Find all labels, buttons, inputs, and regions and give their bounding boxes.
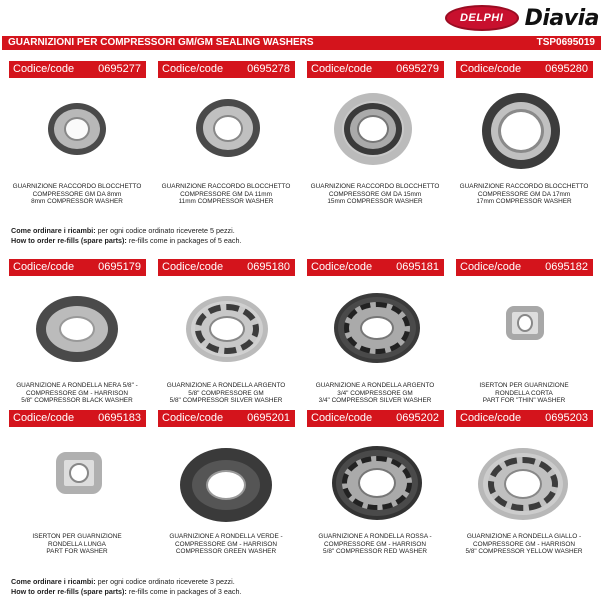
product-header — [307, 259, 444, 276]
product-header — [158, 259, 295, 276]
product-code: 0695277 — [98, 63, 141, 75]
product-header — [158, 61, 295, 78]
code-label: Codice/code — [460, 63, 522, 75]
product-code: 0695180 — [247, 261, 290, 273]
product-caption: GUARNIZIONE A RONDELLA GIALLO - COMPRESSORE GM - HARRISON 5/8" COMPRESSOR YELLOW WASHER — [465, 533, 583, 556]
product-caption: GUARNIZIONE A RONDELLA ARGENTO 5/8" COMPRESSORE GM 5/8" COMPRESSOR SILVER WASHER — [166, 382, 286, 405]
diavia-logo: Diavia — [524, 5, 599, 31]
product-caption: GUARNIZIONE RACCORDO BLOCCHETTO COMPRESSORE GM DA 11mm 11mm COMPRESSOR WASHER — [161, 183, 291, 206]
product-header — [9, 61, 146, 78]
product-code: 0695182 — [545, 261, 588, 273]
code-label: Codice/code — [162, 412, 224, 424]
code-label: Codice/code — [460, 412, 522, 424]
product-code: 0695278 — [247, 63, 290, 75]
product-header — [456, 259, 593, 276]
product-caption: ISERTON PER GUARNIZIONE RONDELLA LUNGA PART FOR WASHER — [32, 533, 122, 556]
product-code: 0695179 — [98, 261, 141, 273]
code-label: Codice/code — [162, 63, 224, 75]
product-header — [9, 410, 146, 427]
product-caption: GUARNIZIONE RACCORDO BLOCCHETTO COMPRESSORE GM DA 15mm 15mm COMPRESSOR WASHER — [310, 183, 440, 206]
product-code: 0695203 — [545, 412, 588, 424]
product-header — [307, 61, 444, 78]
product-caption: GUARNIZIONE A RONDELLA VERDE - COMPRESSORE GM - HARRISON COMPRESSOR GREEN WASHER — [169, 533, 283, 556]
page-title: GUARNIZIONI PER COMPRESSORI GM/GM SEALING WASHERS — [8, 37, 314, 48]
code-label: Codice/code — [311, 63, 373, 75]
code-label: Codice/code — [13, 63, 75, 75]
product-header — [9, 259, 146, 276]
product-code: 0695181 — [396, 261, 439, 273]
product-code: 0695201 — [247, 412, 290, 424]
code-label: Codice/code — [311, 261, 373, 273]
product-header — [456, 61, 593, 78]
product-code: 0695279 — [396, 63, 439, 75]
product-caption: GUARNIZIONE RACCORDO BLOCCHETTO COMPRESSORE GM DA 17mm 17mm COMPRESSOR WASHER — [459, 183, 589, 206]
product-header — [307, 410, 444, 427]
code-label: Codice/code — [13, 261, 75, 273]
delphi-logo: DELPHI — [445, 5, 519, 31]
code-label: Codice/code — [460, 261, 522, 273]
code-label: Codice/code — [13, 412, 75, 424]
order-note: Come ordinare i ricambi: per ogni codice ordinato riceverete 3 pezzi. How to order re-fills (spare parts): re-fills come in packages of 3 each. — [11, 577, 242, 596]
product-code: 0695202 — [396, 412, 439, 424]
product-header — [456, 410, 593, 427]
code-label: Codice/code — [162, 261, 224, 273]
product-caption: ISERTON PER GUARNIZIONE RONDELLA CORTA PART FOR "THIN" WASHER — [479, 382, 569, 405]
product-header — [158, 410, 295, 427]
product-caption: GUARNIZIONE A RONDELLA ROSSA - COMPRESSORE GM - HARRISON 5/8" COMPRESSOR RED WASHER — [318, 533, 432, 556]
product-caption: GUARNIZIONE RACCORDO BLOCCHETTO COMPRESSORE GM DA 8mm 8mm COMPRESSOR WASHER — [12, 183, 142, 206]
product-caption: GUARNIZIONE A RONDELLA ARGENTO 3/4" COMPRESSORE GM 3/4" COMPRESSOR SILVER WASHER — [315, 382, 435, 405]
catalog-code: TSP0695019 — [536, 37, 595, 48]
code-label: Codice/code — [311, 412, 373, 424]
product-code: 0695183 — [98, 412, 141, 424]
product-caption: GUARNIZIONE A RONDELLA NERA 5/8" - COMPRESSORE GM - HARRISON 5/8" COMPRESSOR BLACK WASHER — [16, 382, 138, 405]
product-code: 0695280 — [545, 63, 588, 75]
order-note: Come ordinare i ricambi: per ogni codice ordinato riceverete 5 pezzi. How to order re-fills (spare parts): re-fills come in packages of 5 each. — [11, 226, 242, 245]
